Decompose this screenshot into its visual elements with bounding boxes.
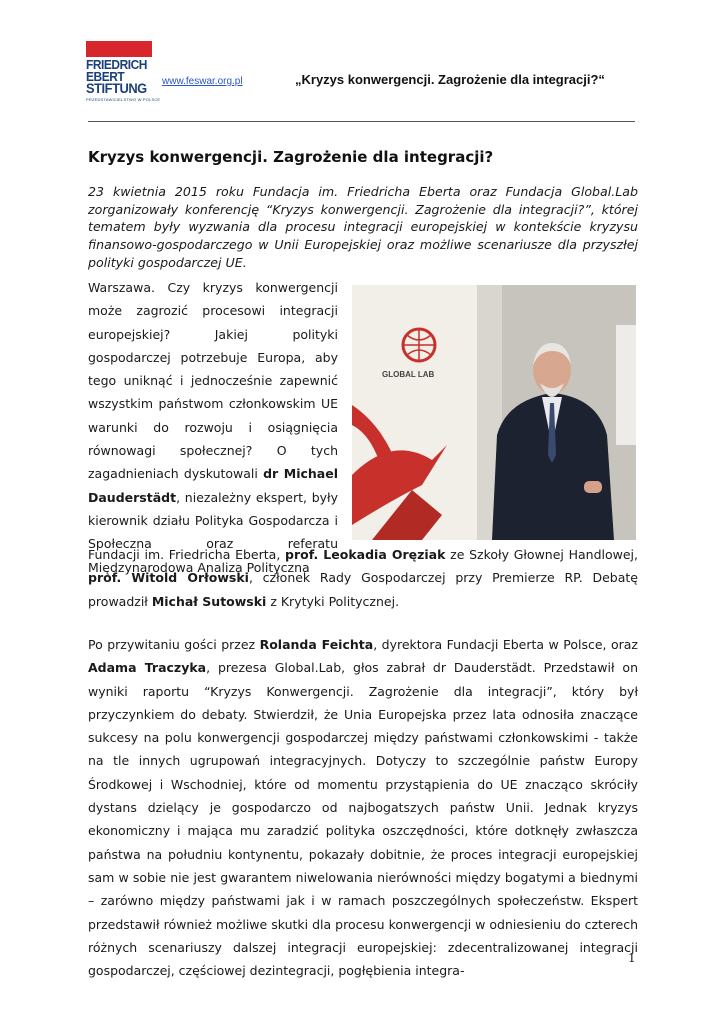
text-run: ze Szkoły Głownej Handlowej,: [445, 547, 638, 562]
page-title: Kryzys konwergencji. Zagrożenie dla integracji?: [88, 148, 494, 166]
paragraph-1: [88, 276, 338, 579]
fes-logo: [86, 41, 161, 103]
lead-paragraph: 23 kwietnia 2015 roku Fundacja im. Friedricha Eberta oraz Fundacja Global.Lab zorganizowały konferencję “Kryzys konwergencji. Zagrożenie dla integracji?”, której tematem były wyzwania dla procesu integracji europejskiej w kontekście kryzysu finansowo-gospodarczego w Unii Europejskiej oraz możliwe scenariusze dla przyszłej polityki gospodarczej UE.: [88, 184, 638, 270]
page-number: 1: [628, 951, 636, 965]
text-run: , prezesa Global.Lab, głos zabrał dr Dauderstädt. Przedstawił on wyniki raportu “Kryzys Konwergencji. Zagrożenie dla integracji”, który był przyczynkiem do debaty. Stwierdził, że Unia Europejska przez lata odnosiła znaczące sukcesy na polu konwergencji gospodarczej między państwami członkowskimi - także na tle innych ugrupowań integracyjnych. Dotyczy to szczególnie państw Europy Środkowej i Wschodniej, które od momentu przystąpienia do UE znacząco skróciły dystans dzielący je gospodarczo od najbogatszych państw Unii. Jednak kryzys ekonomiczny i mająca mu zaradzić polityka oszczędności, które dotknęły zwłaszcza państwa na południu kontynentu, pokazały dobitnie, że proces integracji europejskiej sam w sobie nie jest gwarantem niwelowania nierówności między bogatymi a biednymi – zarówno między państwami jak i w ramach poszczególnych społeczeństw. Ekspert przedstawił również możliwe skutki dla procesu konwergencji w odniesieniu do czterech różnych scenariuszy dalszej integracji europejskiej: zdecentralizowanej integracji gospodarczej, częściowej dezintegracji, pogłębienia integra-: [88, 660, 639, 979]
paragraph-2: [88, 633, 638, 982]
person-name: Rolanda Feichta: [259, 637, 374, 652]
person-name: Adama Traczyka: [88, 660, 207, 676]
logo-word: FRIEDRICH: [86, 57, 147, 72]
header-divider: [88, 121, 635, 122]
logo-subtitle: PRZEDSTAWICIELSTWO W POLSCE: [86, 97, 161, 102]
paragraph-1-continued: [88, 543, 638, 613]
text-run: z Krytyki Politycznej.: [266, 593, 400, 609]
text-run: , niezależny ekspert, były kierownik działu Polityka Gospodarcza i Społeczna oraz referatu Międzynarodowa Analiza Polityczna: [88, 489, 338, 575]
speaker-name: prof. Witold Orłowski: [88, 570, 249, 586]
text-run: , członek Rady Gospodarczej przy Premierze RP. Debatę prowadził: [88, 570, 638, 609]
text-run: Warszawa. Czy kryzys konwergencji może zagrozić procesowi integracji europejskiej? Jakiej polityki gospodarczej potrzebuje Europa, aby tego uniknąć i jednocześnie zapewnić wszystkim państwom członkowskim UE warunki do rozwoju i osiągnięcia równowagi społecznej? O tych zagadnieniach dyskutowali: [88, 280, 338, 482]
photo-illustration: [352, 285, 636, 540]
text-run: Po przywitaniu gości przez: [88, 637, 260, 652]
header-title: „Kryzys konwergencji. Zagrożenie dla integracji?“: [295, 72, 605, 87]
text-run: , dyrektora Fundacji Eberta w Polsce, oraz: [373, 637, 638, 652]
speaker-name: dr Michael Dauderstädt: [88, 466, 338, 505]
header-link[interactable]: www.feswar.org.pl: [162, 76, 243, 87]
logo-red-bar: [86, 41, 152, 57]
moderator-name: Michał Sutowski: [151, 593, 267, 609]
banner-text: GLOBAL LAB: [382, 370, 435, 379]
speaker-name: prof. Leokadia Oręziak: [285, 547, 446, 562]
conference-photo: [352, 285, 636, 540]
logo-word: STIFTUNG: [86, 80, 147, 96]
text-run: Fundacji im. Friedricha Eberta,: [88, 547, 286, 562]
logo-word: EBERT: [86, 69, 125, 84]
